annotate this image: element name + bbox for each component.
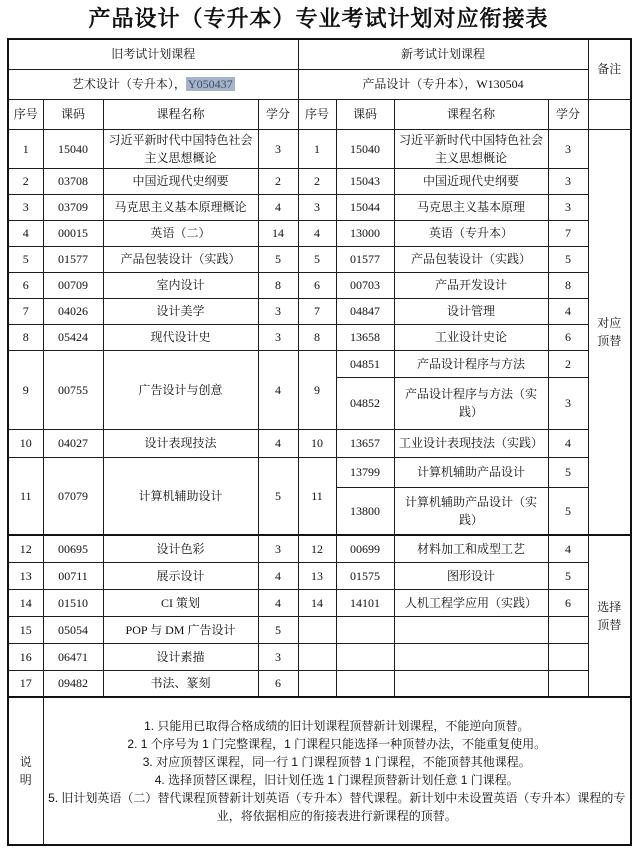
cell-new-no [298,670,336,697]
cell-old-code: 00711 [43,562,103,589]
cell-new-credit [548,670,588,697]
cell-old-code: 03708 [43,168,103,194]
cell-old-name: 马克思主义基本原理概论 [103,194,258,220]
cell-old-no: 3 [8,194,43,220]
cell-new-no: 5 [298,246,336,272]
cell-old-name: 产品包装设计（实践） [103,246,258,272]
cell-old-no: 11 [8,457,43,535]
cell-new-code: 01575 [336,562,394,589]
cell-old-no: 15 [8,616,43,643]
notes-label-char2: 明 [19,773,32,787]
remark-correspond [588,129,631,535]
cell-new-credit [548,616,588,643]
cell-old-no: 13 [8,562,43,589]
cell-new-no: 4 [298,220,336,246]
remark-correspond-line2: 顶替 [597,333,622,348]
cell-new-no: 10 [298,429,336,457]
cell-new-code: 00703 [336,272,394,298]
cell-new-no: 14 [298,589,336,616]
cell-new-credit [548,643,588,670]
cell-old-code: 00015 [43,220,103,246]
cell-new-credit: 5 [548,487,588,535]
cell-new-code: 13799 [336,457,394,487]
cell-old-no: 10 [8,429,43,457]
cell-new-code: 04847 [336,298,394,324]
cell-new-code: 04851 [336,350,394,377]
cell-new-credit: 4 [548,298,588,324]
cell-old-credit: 3 [258,298,298,324]
cell-new-credit: 3 [548,129,588,168]
notes-content [43,697,631,845]
cell-new-code: 15043 [336,168,394,194]
cell-old-name: 中国近现代史纲要 [103,168,258,194]
cell-new-no: 2 [298,168,336,194]
cell-old-no: 16 [8,643,43,670]
col-header-old-no: 序号 [8,99,43,129]
note-item: 2. 1 个序号为 1 门完整课程，1 门课程只能选择一种顶替办法，不能重复使用。 [127,737,547,751]
new-plan-section-header: 新考试计划课程 [298,39,588,69]
cell-old-code: 05424 [43,324,103,350]
cell-new-credit: 5 [548,562,588,589]
cell-old-credit: 5 [258,616,298,643]
cell-new-credit: 4 [548,535,588,562]
cell-old-no: 7 [8,298,43,324]
cell-old-no: 5 [8,246,43,272]
cell-old-name: CI 策划 [103,589,258,616]
cell-new-name: 中国近现代史纲要 [394,168,548,194]
cell-new-code: 04852 [336,377,394,429]
cell-old-code: 01577 [43,246,103,272]
cell-old-no: 6 [8,272,43,298]
cell-old-name: 设计色彩 [103,535,258,562]
cell-new-code: 15044 [336,194,394,220]
cell-new-credit: 2 [548,350,588,377]
cell-old-code: 09482 [43,670,103,697]
cell-new-name: 工业设计表现技法（实践） [394,429,548,457]
cell-old-code: 04027 [43,429,103,457]
cell-old-credit: 4 [258,350,298,429]
col-header-new-no: 序号 [298,99,336,129]
cell-new-credit: 3 [548,168,588,194]
notes-label-char1: 说 [19,755,32,769]
cell-old-credit: 4 [258,429,298,457]
col-header-new-code: 课码 [336,99,394,129]
cell-old-credit: 3 [258,643,298,670]
cell-new-name: 设计管理 [394,298,548,324]
articulation-table [7,38,632,846]
cell-old-name: 广告设计与创意 [103,350,258,429]
old-major-text: 艺术设计（专升本）， [71,77,186,91]
cell-old-name: 现代设计史 [103,324,258,350]
cell-new-name [394,643,548,670]
cell-new-code [336,670,394,697]
cell-new-name: 材料加工和成型工艺 [394,535,548,562]
cell-old-name: 设计表现技法 [103,429,258,457]
cell-old-name: 计算机辅助设计 [103,457,258,535]
cell-new-credit: 7 [548,220,588,246]
cell-new-code [336,643,394,670]
cell-new-code: 13657 [336,429,394,457]
col-header-old-name: 课程名称 [103,99,258,129]
col-header-old-credit: 学分 [258,99,298,129]
col-header-new-name: 课程名称 [394,99,548,129]
cell-old-credit: 5 [258,246,298,272]
cell-old-code: 03709 [43,194,103,220]
cell-new-name: 产品设计程序与方法 [394,350,548,377]
note-item: 4. 选择顶替区课程，旧计划任选 1 门课程顶替新计划任意 1 门课程。 [154,773,519,787]
cell-new-no: 8 [298,324,336,350]
cell-new-code: 13658 [336,324,394,350]
cell-old-name: 书法、篆刻 [103,670,258,697]
cell-old-code: 00709 [43,272,103,298]
cell-old-name: 英语（二） [103,220,258,246]
cell-old-credit: 3 [258,535,298,562]
cell-new-no: 9 [298,350,336,429]
cell-old-credit: 14 [258,220,298,246]
cell-old-name: 设计美学 [103,298,258,324]
cell-old-name: 习近平新时代中国特色社会主义思想概论 [103,129,258,168]
cell-new-no: 12 [298,535,336,562]
cell-old-credit: 2 [258,168,298,194]
cell-old-code: 00695 [43,535,103,562]
cell-new-credit: 6 [548,589,588,616]
cell-old-no: 1 [8,129,43,168]
cell-old-name: 室内设计 [103,272,258,298]
old-plan-section-header: 旧考试计划课程 [8,39,298,69]
cell-new-credit: 4 [548,429,588,457]
cell-old-name: POP 与 DM 广告设计 [103,616,258,643]
cell-old-credit: 4 [258,589,298,616]
cell-new-no: 6 [298,272,336,298]
cell-new-credit: 3 [548,377,588,429]
notes-label [8,697,43,845]
cell-new-name: 计算机辅助产品设计 [394,457,548,487]
cell-old-no: 9 [8,350,43,429]
cell-old-no: 17 [8,670,43,697]
cell-old-credit: 4 [258,194,298,220]
cell-new-no: 1 [298,129,336,168]
remark-choose-line1: 选择 [597,600,622,614]
cell-old-code: 07079 [43,457,103,535]
cell-new-name: 产品包装设计（实践） [394,246,548,272]
selected-major-code: Y050437 [187,77,233,91]
cell-old-credit: 4 [258,562,298,589]
remark-choose-line2: 顶替 [597,618,622,632]
cell-old-code: 05054 [43,616,103,643]
cell-old-code: 01510 [43,589,103,616]
cell-new-code [336,616,394,643]
cell-old-no: 4 [8,220,43,246]
cell-new-name: 工业设计史论 [394,324,548,350]
cell-old-code: 04026 [43,298,103,324]
cell-new-code: 14101 [336,589,394,616]
cell-old-credit: 5 [258,457,298,535]
remark-choose [588,535,631,697]
cell-new-name: 计算机辅助产品设计（实践） [394,487,548,535]
cell-new-credit: 5 [548,246,588,272]
cell-new-name [394,616,548,643]
cell-old-credit: 8 [258,272,298,298]
remark-header: 备注 [588,39,631,99]
cell-new-name: 习近平新时代中国特色社会主义思想概论 [394,129,548,168]
cell-old-credit: 3 [258,324,298,350]
cell-new-name: 英语（专升本） [394,220,548,246]
cell-new-credit: 3 [548,194,588,220]
cell-old-no: 2 [8,168,43,194]
cell-old-no: 12 [8,535,43,562]
cell-new-no: 13 [298,562,336,589]
cell-new-no: 11 [298,457,336,535]
cell-new-credit: 6 [548,324,588,350]
cell-old-credit: 3 [258,129,298,168]
cell-new-name: 产品设计程序与方法（实践） [394,377,548,429]
cell-new-no [298,643,336,670]
cell-new-code: 13800 [336,487,394,535]
cell-new-no: 3 [298,194,336,220]
cell-new-code: 01577 [336,246,394,272]
note-item: 5. 旧计划英语（二）替代课程顶替新计划英语（专升本）替代课程。新计划中未设置英语（专升本）课程的专业，将依据相应的衔接表进行新课程的顶替。 [48,791,626,823]
document-title: 产品设计（专升本）专业考试计划对应衔接表 [88,6,549,31]
note-item: 1. 只能用已取得合格成绩的旧计划课程顶替新计划课程，不能逆向顶替。 [144,719,530,733]
col-header-new-credit: 学分 [548,99,588,129]
note-item: 3. 对应顶替区课程，同一行 1 门课程顶替 1 门课程，不能顶替其他课程。 [142,755,531,769]
cell-new-name: 产品开发设计 [394,272,548,298]
cell-new-name: 马克思主义基本原理 [394,194,548,220]
old-major-title [8,69,298,99]
cell-old-code: 00755 [43,350,103,429]
cell-old-credit: 6 [258,670,298,697]
cell-old-no: 14 [8,589,43,616]
cell-old-no: 8 [8,324,43,350]
cell-new-no [298,616,336,643]
cell-new-credit: 5 [548,457,588,487]
cell-new-code: 13000 [336,220,394,246]
cell-old-code: 15040 [43,129,103,168]
cell-new-credit: 8 [548,272,588,298]
cell-old-name: 展示设计 [103,562,258,589]
remark-header-spacer [588,99,631,129]
cell-new-name: 图形设计 [394,562,548,589]
remark-correspond-line1: 对应 [597,315,622,330]
cell-new-code: 00699 [336,535,394,562]
cell-old-name: 设计素描 [103,643,258,670]
cell-new-name [394,670,548,697]
new-major-title: 产品设计（专升本），W130504 [298,69,588,99]
col-header-old-code: 课码 [43,99,103,129]
cell-new-no: 7 [298,298,336,324]
cell-new-code: 15040 [336,129,394,168]
cell-new-name: 人机工程学应用（实践） [394,589,548,616]
cell-old-code: 06471 [43,643,103,670]
